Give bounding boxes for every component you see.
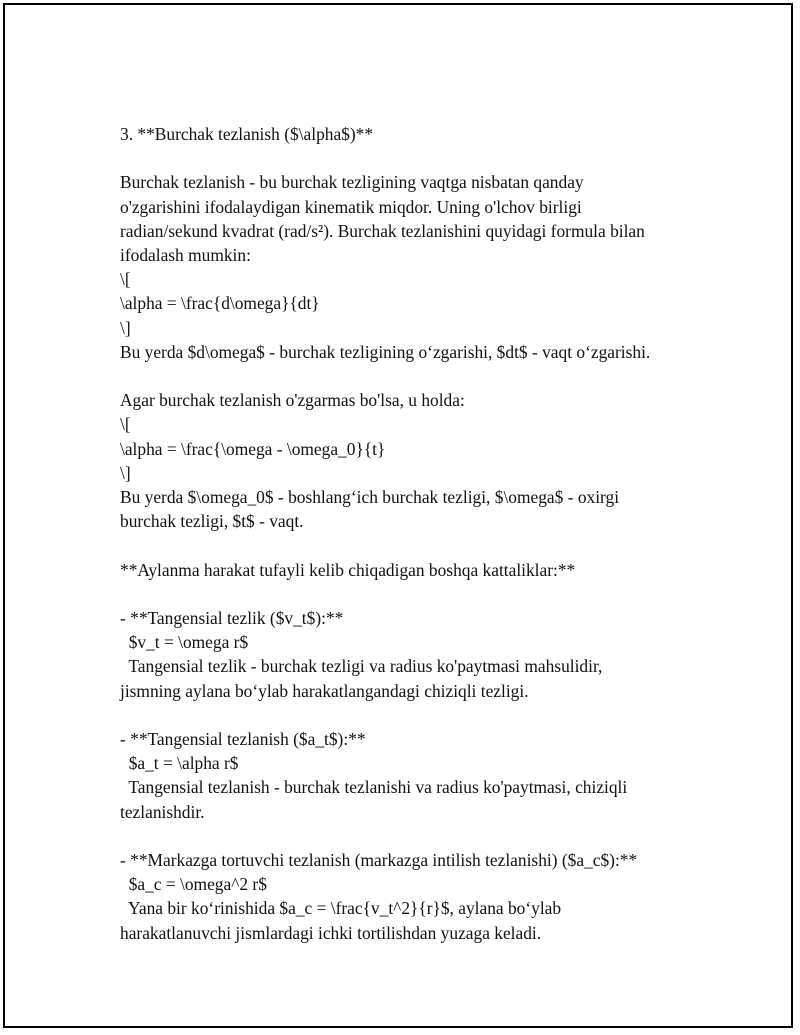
text-line: jismning aylana bo‘ylab harakatlangandagi chiziqli tezligi.: [120, 680, 529, 701]
blank-line: [120, 533, 700, 557]
list-item: - **Tangensial tezlanish ($a_t$):**: [120, 729, 366, 749]
formula-close: \]: [120, 317, 131, 338]
text-line: Tangensial tezlanish - burchak tezlanishi va radius ko'paytmasi, chiziqli: [120, 777, 628, 798]
subheading: **Aylanma harakat tufayli kelib chiqadigan boshqa kattaliklar:**: [120, 559, 576, 580]
formula-line: \alpha = \frac{\omega - \omega_0}{t}: [120, 438, 386, 459]
document-body: [120, 122, 700, 945]
text-line: Bu yerda $\omega_0$ - boshlang‘ich burchak tezligi, $\omega$ - oxirgi: [120, 487, 620, 508]
text-line: burchak tezligi, $t$ - vaqt.: [120, 511, 304, 532]
formula-open: \[: [120, 269, 131, 290]
formula-line: $a_c = \omega^2 r$: [120, 874, 267, 895]
text-line: Bu yerda $d\omega$ - burchak tezligining o‘zgarishi, $dt$ - vaqt o‘zgarishi.: [120, 341, 651, 362]
list-item: - **Markazga tortuvchi tezlanish (markazga intilish tezlanishi) ($a_c$):**: [120, 850, 638, 870]
formula-open: \[: [120, 414, 131, 435]
blank-line: [120, 582, 700, 606]
blank-line: [120, 146, 700, 170]
text-line: tezlanishdir.: [120, 801, 205, 822]
text-line: Tangensial tezlik - burchak tezligi va radius ko'paytmasi mahsulidir,: [120, 656, 603, 677]
text-line: Agar burchak tezlanish o'zgarmas bo'lsa, u holda:: [120, 390, 465, 411]
blank-line: [120, 364, 700, 388]
text-line: Yana bir ko‘rinishida $a_c = \frac{v_t^2}{r}$, aylana bo‘ylab: [120, 898, 562, 919]
text-line: o'zgarishini ifodalaydigan kinematik miqdor. Uning o'lchov birligi: [120, 196, 582, 217]
text-line: harakatlanuvchi jismlardagi ichki tortilishdan yuzaga keladi.: [120, 922, 542, 943]
formula-line: $a_t = \alpha r$: [120, 753, 239, 774]
text-line: Burchak tezlanish - bu burchak tezligining vaqtga nisbatan qanday: [120, 172, 584, 193]
blank-line: [120, 703, 700, 727]
formula-line: $v_t = \omega r$: [120, 632, 249, 653]
formula-line: \alpha = \frac{d\omega}{dt}: [120, 293, 320, 314]
blank-line: [120, 824, 700, 848]
text-line: ifodalash mumkin:: [120, 245, 251, 265]
formula-close: \]: [120, 462, 131, 483]
list-item: - **Tangensial tezlik ($v_t$):**: [120, 608, 344, 628]
text-line: radian/sekund kvadrat (rad/s²). Burchak tezlanishini quyidagi formula bilan: [120, 220, 645, 241]
section-heading: 3. **Burchak tezlanish ($\alpha$)**: [120, 124, 374, 144]
page-frame: [3, 3, 793, 1028]
